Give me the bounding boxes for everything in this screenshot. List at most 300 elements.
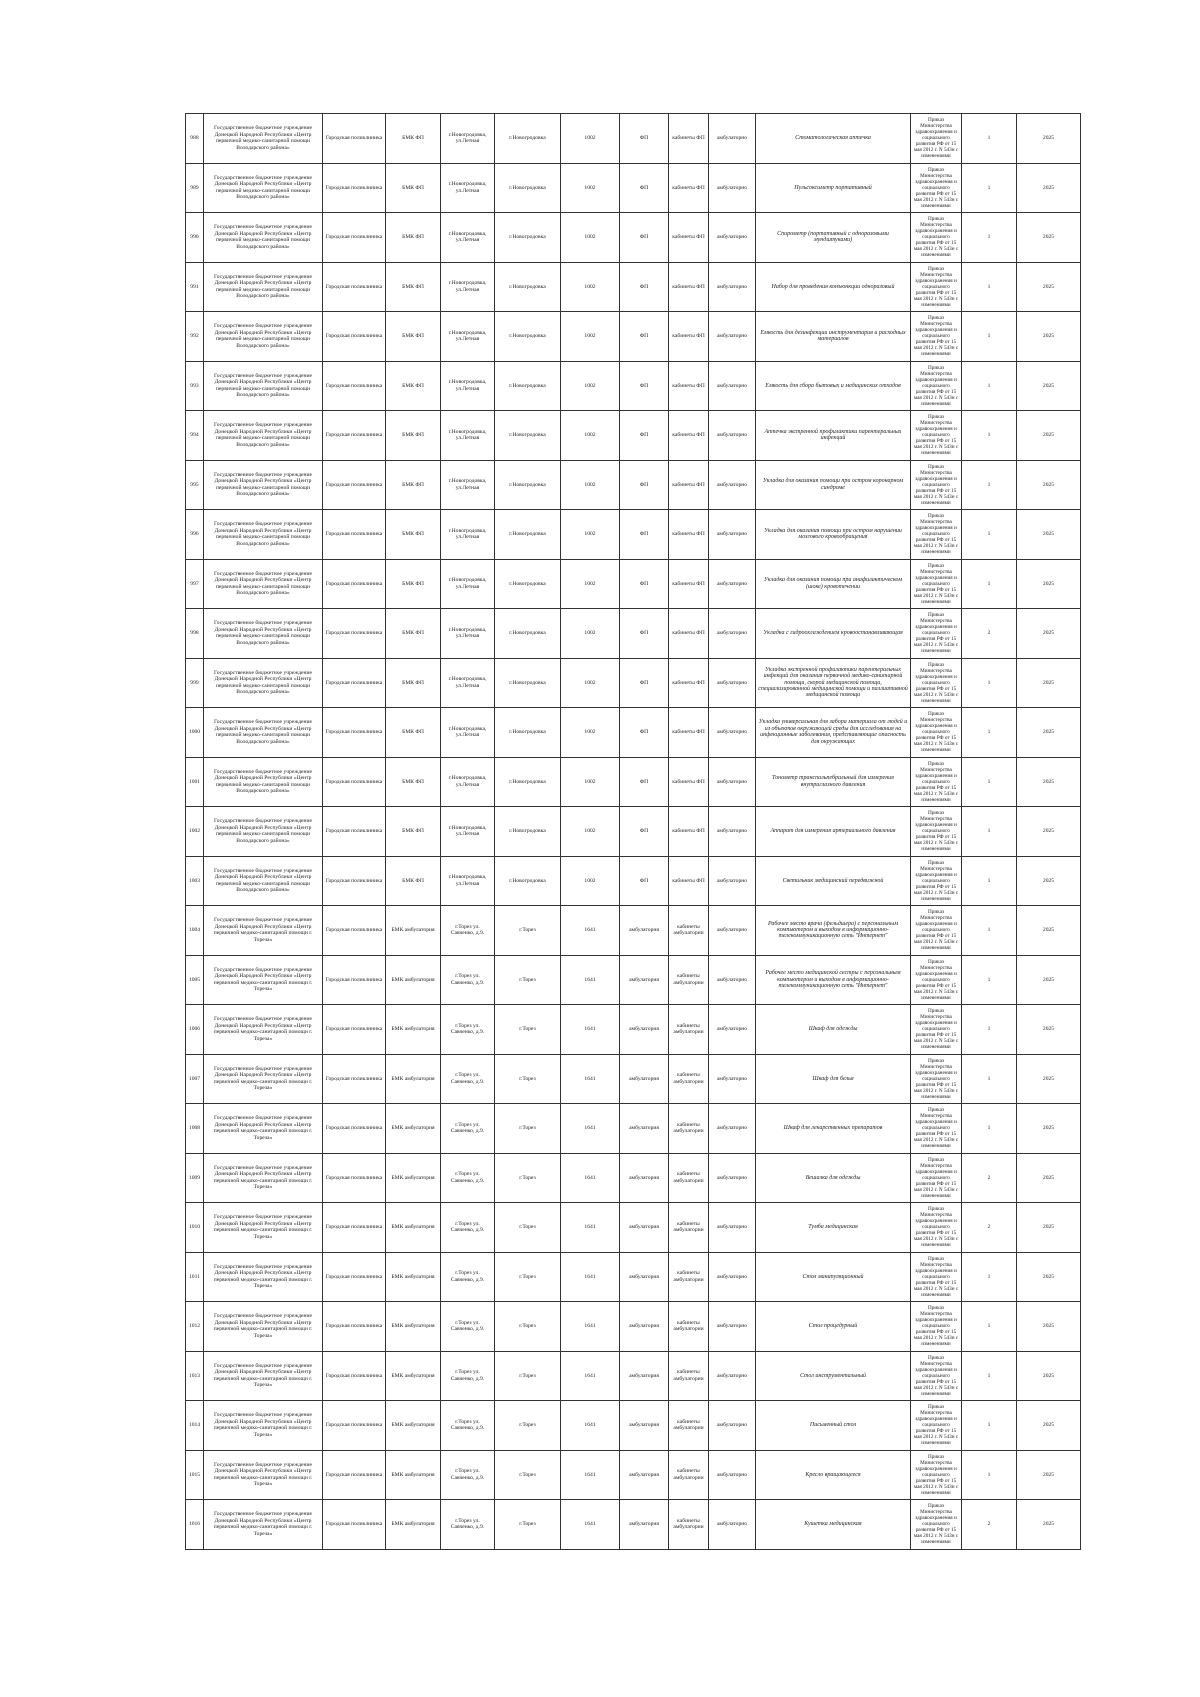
care-type-cell: амбулаторно (709, 906, 756, 956)
unit-cell: БМК ФП (386, 163, 441, 213)
quantity-cell: 2 (962, 1500, 1017, 1550)
equipment-name-cell: Рабочее место медицинской сестры с персональным компьютером и выходом в информационно-телекоммуникационную сеть "Интернет" (756, 955, 911, 1005)
regulation-cell: Приказ Министерства здравоохранения и социального развития РФ от 15 мая 2012 г. N 543н с изменениями (911, 906, 962, 956)
organization-cell: Государственное бюджетное учреждение Донецкой Народной Республики «Центр первичной медико-санитарной помощи Володарского района» (204, 460, 323, 510)
facility-type-cell: Городская поликлиника (323, 906, 386, 956)
subdivision-cell: ФП (620, 609, 669, 659)
year-cell: 2025 (1017, 312, 1081, 362)
room-cell: кабинеты ФП (669, 460, 709, 510)
regulation-cell: Приказ Министерства здравоохранения и социального развития РФ от 15 мая 2012 г. N 543н с изменениями (911, 708, 962, 758)
unit-cell: БМК ФП (386, 609, 441, 659)
facility-type-cell: Городская поликлиника (323, 609, 386, 659)
subdivision-cell: ФП (620, 807, 669, 857)
year-cell: 2025 (1017, 955, 1081, 1005)
subdivision-cell: амбулатория (620, 1401, 669, 1451)
address-cell: г.Торез ул. Савченко, д.9. (441, 1054, 495, 1104)
address-cell: г.Новогродовка, ул.Летная (441, 807, 495, 857)
code-cell: 1002 (561, 460, 620, 510)
row-number-cell: 998 (186, 609, 204, 659)
table-row (186, 1450, 1081, 1500)
subdivision-cell: ФП (620, 559, 669, 609)
year-cell: 2025 (1017, 1401, 1081, 1451)
row-number-cell: 1000 (186, 708, 204, 758)
regulation-cell: Приказ Министерства здравоохранения и социального развития РФ от 15 мая 2012 г. N 543н с изменениями (911, 1401, 962, 1451)
table-row (186, 262, 1081, 312)
code-cell: 1641 (561, 1054, 620, 1104)
unit-cell: БМК амбулатория (386, 1302, 441, 1352)
unit-cell: БМК амбулатория (386, 1153, 441, 1203)
regulation-cell: Приказ Министерства здравоохранения и социального развития РФ от 15 мая 2012 г. N 543н с изменениями (911, 658, 962, 708)
year-cell: 2025 (1017, 213, 1081, 263)
table-row (186, 1054, 1081, 1104)
code-cell: 1002 (561, 510, 620, 560)
address-cell: г.Новогродовка, ул.Летная (441, 460, 495, 510)
regulation-cell: Приказ Министерства здравоохранения и социального развития РФ от 15 мая 2012 г. N 543н с изменениями (911, 312, 962, 362)
organization-cell: Государственное бюджетное учреждение Донецкой Народной Республики «Центр первичной медико-санитарной помощи г. Тореза» (204, 1302, 323, 1352)
facility-type-cell: Городская поликлиника (323, 559, 386, 609)
row-number-cell: 995 (186, 460, 204, 510)
unit-cell: БМК ФП (386, 312, 441, 362)
quantity-cell: 1 (962, 114, 1017, 164)
unit-cell: БМК амбулатория (386, 1252, 441, 1302)
organization-cell: Государственное бюджетное учреждение Донецкой Народной Республики «Центр первичной медико-санитарной помощи Володарского района» (204, 262, 323, 312)
organization-cell: Государственное бюджетное учреждение Донецкой Народной Республики «Центр первичной медико-санитарной помощи г. Тореза» (204, 1005, 323, 1055)
year-cell: 2025 (1017, 559, 1081, 609)
unit-cell: БМК ФП (386, 114, 441, 164)
care-type-cell: амбулаторно (709, 609, 756, 659)
facility-type-cell: Городская поликлиника (323, 213, 386, 263)
organization-cell: Государственное бюджетное учреждение Донецкой Народной Республики «Центр первичной медико-санитарной помощи г. Тореза» (204, 1450, 323, 1500)
table-row (186, 757, 1081, 807)
organization-cell: Государственное бюджетное учреждение Донецкой Народной Республики «Центр первичной медико-санитарной помощи г. Тореза» (204, 1203, 323, 1253)
subdivision-cell: амбулатория (620, 1302, 669, 1352)
equipment-name-cell: Укладка универсальная для забора материала от людей и из объектов окружающей среды для исследования на инфекционные заболевания, представляющие опасность для окружающих (756, 708, 911, 758)
room-cell: кабинеты амбулатории (669, 1450, 709, 1500)
facility-type-cell: Городская поликлиника (323, 460, 386, 510)
city-cell: г.Торез (495, 1153, 561, 1203)
quantity-cell: 1 (962, 1450, 1017, 1500)
city-cell: г.Торез (495, 1450, 561, 1500)
care-type-cell: амбулаторно (709, 262, 756, 312)
year-cell: 2025 (1017, 1054, 1081, 1104)
row-number-cell: 1012 (186, 1302, 204, 1352)
care-type-cell: амбулаторно (709, 1252, 756, 1302)
organization-cell: Государственное бюджетное учреждение Донецкой Народной Республики «Центр первичной медико-санитарной помощи Володарского района» (204, 213, 323, 263)
regulation-cell: Приказ Министерства здравоохранения и социального развития РФ от 15 мая 2012 г. N 543н с изменениями (911, 163, 962, 213)
row-number-cell: 1010 (186, 1203, 204, 1253)
regulation-cell: Приказ Министерства здравоохранения и социального развития РФ от 15 мая 2012 г. N 543н с изменениями (911, 213, 962, 263)
subdivision-cell: ФП (620, 510, 669, 560)
regulation-cell: Приказ Министерства здравоохранения и социального развития РФ от 15 мая 2012 г. N 543н с изменениями (911, 460, 962, 510)
regulation-cell: Приказ Министерства здравоохранения и социального развития РФ от 15 мая 2012 г. N 543н с изменениями (911, 559, 962, 609)
equipment-name-cell: Шкаф для белья (756, 1054, 911, 1104)
regulation-cell: Приказ Министерства здравоохранения и социального развития РФ от 15 мая 2012 г. N 543н с изменениями (911, 955, 962, 1005)
organization-cell: Государственное бюджетное учреждение Донецкой Народной Республики «Центр первичной медико-санитарной помощи г. Тореза» (204, 1054, 323, 1104)
facility-type-cell: Городская поликлиника (323, 411, 386, 461)
equipment-name-cell: Аптечка экстренной профилактики парентеральных инфекций (756, 411, 911, 461)
city-cell: г.Торез (495, 955, 561, 1005)
code-cell: 1002 (561, 757, 620, 807)
table-row (186, 955, 1081, 1005)
quantity-cell: 1 (962, 906, 1017, 956)
regulation-cell: Приказ Министерства здравоохранения и социального развития РФ от 15 мая 2012 г. N 543н с изменениями (911, 262, 962, 312)
care-type-cell: амбулаторно (709, 163, 756, 213)
unit-cell: БМК амбулатория (386, 955, 441, 1005)
address-cell: г.Новогродовка, ул.Летная (441, 361, 495, 411)
room-cell: кабинеты ФП (669, 213, 709, 263)
quantity-cell: 1 (962, 856, 1017, 906)
organization-cell: Государственное бюджетное учреждение Донецкой Народной Республики «Центр первичной медико-санитарной помощи г. Тореза» (204, 1351, 323, 1401)
row-number-cell: 1009 (186, 1153, 204, 1203)
code-cell: 1641 (561, 1401, 620, 1451)
quantity-cell: 1 (962, 807, 1017, 857)
care-type-cell: амбулаторно (709, 807, 756, 857)
organization-cell: Государственное бюджетное учреждение Донецкой Народной Республики «Центр первичной медико-санитарной помощи г. Тореза» (204, 1401, 323, 1451)
unit-cell: БМК ФП (386, 856, 441, 906)
year-cell: 2025 (1017, 114, 1081, 164)
facility-type-cell: Городская поликлиника (323, 955, 386, 1005)
subdivision-cell: ФП (620, 411, 669, 461)
room-cell: кабинеты ФП (669, 559, 709, 609)
unit-cell: БМК ФП (386, 757, 441, 807)
code-cell: 1002 (561, 312, 620, 362)
care-type-cell: амбулаторно (709, 1153, 756, 1203)
organization-cell: Государственное бюджетное учреждение Донецкой Народной Республики «Центр первичной медико-санитарной помощи Володарского района» (204, 510, 323, 560)
year-cell: 2025 (1017, 361, 1081, 411)
city-cell: г.Новогродовка (495, 213, 561, 263)
equipment-name-cell: Аппарат для измерения артериального давления (756, 807, 911, 857)
unit-cell: БМК ФП (386, 460, 441, 510)
facility-type-cell: Городская поликлиника (323, 1104, 386, 1154)
row-number-cell: 996 (186, 510, 204, 560)
care-type-cell: амбулаторно (709, 757, 756, 807)
subdivision-cell: амбулатория (620, 1005, 669, 1055)
row-number-cell: 1003 (186, 856, 204, 906)
equipment-name-cell: Стол инструментальный (756, 1351, 911, 1401)
table-row (186, 114, 1081, 164)
care-type-cell: амбулаторно (709, 510, 756, 560)
table-row (186, 213, 1081, 263)
organization-cell: Государственное бюджетное учреждение Донецкой Народной Республики «Центр первичной медико-санитарной помощи Володарского района» (204, 312, 323, 362)
organization-cell: Государственное бюджетное учреждение Донецкой Народной Республики «Центр первичной медико-санитарной помощи г. Тореза» (204, 1153, 323, 1203)
row-number-cell: 1006 (186, 1005, 204, 1055)
city-cell: г.Торез (495, 1500, 561, 1550)
equipment-name-cell: Рабочее место врача (фельдшера) с персональным компьютером и выходом в информационно-телекоммуникационную сеть "Интернет" (756, 906, 911, 956)
row-number-cell: 1001 (186, 757, 204, 807)
room-cell: кабинеты амбулатории (669, 1104, 709, 1154)
address-cell: г.Торез ул. Савченко, д.9. (441, 906, 495, 956)
organization-cell: Государственное бюджетное учреждение Донецкой Народной Республики «Центр первичной медико-санитарной помощи г. Тореза» (204, 1104, 323, 1154)
room-cell: кабинеты ФП (669, 312, 709, 362)
unit-cell: БМК амбулатория (386, 1351, 441, 1401)
care-type-cell: амбулаторно (709, 1401, 756, 1451)
care-type-cell: амбулаторно (709, 1104, 756, 1154)
regulation-cell: Приказ Министерства здравоохранения и социального развития РФ от 15 мая 2012 г. N 543н с изменениями (911, 361, 962, 411)
year-cell: 2025 (1017, 906, 1081, 956)
row-number-cell: 1011 (186, 1252, 204, 1302)
room-cell: кабинеты амбулатории (669, 1054, 709, 1104)
regulation-cell: Приказ Министерства здравоохранения и социального развития РФ от 15 мая 2012 г. N 543н с изменениями (911, 510, 962, 560)
city-cell: г.Торез (495, 1054, 561, 1104)
table-row (186, 1401, 1081, 1451)
room-cell: кабинеты амбулатории (669, 1252, 709, 1302)
year-cell: 2025 (1017, 1104, 1081, 1154)
regulation-cell: Приказ Министерства здравоохранения и социального развития РФ от 15 мая 2012 г. N 543н с изменениями (911, 856, 962, 906)
equipment-name-cell: Шкаф для одежды (756, 1005, 911, 1055)
subdivision-cell: ФП (620, 361, 669, 411)
room-cell: кабинеты ФП (669, 807, 709, 857)
row-number-cell: 1016 (186, 1500, 204, 1550)
city-cell: г.Новогродовка (495, 609, 561, 659)
code-cell: 1002 (561, 856, 620, 906)
organization-cell: Государственное бюджетное учреждение Донецкой Народной Республики «Центр первичной медико-санитарной помощи Володарского района» (204, 807, 323, 857)
city-cell: г.Торез (495, 1401, 561, 1451)
unit-cell: БМК амбулатория (386, 1401, 441, 1451)
table-row (186, 163, 1081, 213)
city-cell: г.Новогродовка (495, 262, 561, 312)
city-cell: г.Торез (495, 906, 561, 956)
subdivision-cell: амбулатория (620, 1351, 669, 1401)
unit-cell: БМК ФП (386, 559, 441, 609)
room-cell: кабинеты амбулатории (669, 1401, 709, 1451)
equipment-name-cell: Кушетка медицинская (756, 1500, 911, 1550)
subdivision-cell: ФП (620, 163, 669, 213)
subdivision-cell: ФП (620, 708, 669, 758)
unit-cell: БМК амбулатория (386, 1203, 441, 1253)
city-cell: г.Новогродовка (495, 312, 561, 362)
quantity-cell: 2 (962, 1153, 1017, 1203)
address-cell: г.Новогродовка, ул.Летная (441, 411, 495, 461)
city-cell: г.Новогродовка (495, 510, 561, 560)
city-cell: г.Торез (495, 1351, 561, 1401)
care-type-cell: амбулаторно (709, 856, 756, 906)
address-cell: г.Торез ул. Савченко, д.9. (441, 1500, 495, 1550)
code-cell: 1641 (561, 1153, 620, 1203)
subdivision-cell: амбулатория (620, 1203, 669, 1253)
equipment-name-cell: Укладка для оказания помощи при анафилактическом (шоке) кровотечении (756, 559, 911, 609)
room-cell: кабинеты амбулатории (669, 1203, 709, 1253)
address-cell: г.Новогродовка, ул.Летная (441, 708, 495, 758)
table-row (186, 609, 1081, 659)
year-cell: 2025 (1017, 460, 1081, 510)
code-cell: 1641 (561, 955, 620, 1005)
facility-type-cell: Городская поликлиника (323, 1054, 386, 1104)
organization-cell: Государственное бюджетное учреждение Донецкой Народной Республики «Центр первичной медико-санитарной помощи Володарского района» (204, 658, 323, 708)
table-row (186, 1500, 1081, 1550)
regulation-cell: Приказ Министерства здравоохранения и социального развития РФ от 15 мая 2012 г. N 543н с изменениями (911, 1054, 962, 1104)
subdivision-cell: амбулатория (620, 955, 669, 1005)
care-type-cell: амбулаторно (709, 411, 756, 461)
row-number-cell: 1007 (186, 1054, 204, 1104)
organization-cell: Государственное бюджетное учреждение Донецкой Народной Республики «Центр первичной медико-санитарной помощи г. Тореза» (204, 906, 323, 956)
subdivision-cell: ФП (620, 856, 669, 906)
row-number-cell: 1008 (186, 1104, 204, 1154)
code-cell: 1641 (561, 1005, 620, 1055)
address-cell: г.Торез ул. Савченко, д.9. (441, 1104, 495, 1154)
code-cell: 1641 (561, 1302, 620, 1352)
address-cell: г.Торез ул. Савченко, д.9. (441, 1153, 495, 1203)
unit-cell: БМК амбулатория (386, 906, 441, 956)
equipment-name-cell: Спирометр (портативный с одноразовыми мундштуками) (756, 213, 911, 263)
organization-cell: Государственное бюджетное учреждение Донецкой Народной Республики «Центр первичной медико-санитарной помощи Володарского района» (204, 609, 323, 659)
care-type-cell: амбулаторно (709, 1054, 756, 1104)
city-cell: г.Новогродовка (495, 361, 561, 411)
quantity-cell: 1 (962, 1302, 1017, 1352)
care-type-cell: амбулаторно (709, 1500, 756, 1550)
care-type-cell: амбулаторно (709, 1302, 756, 1352)
organization-cell: Государственное бюджетное учреждение Донецкой Народной Республики «Центр первичной медико-санитарной помощи Володарского района» (204, 411, 323, 461)
unit-cell: БМК ФП (386, 708, 441, 758)
equipment-name-cell: Стол манипуляционный (756, 1252, 911, 1302)
table-row (186, 1153, 1081, 1203)
code-cell: 1002 (561, 708, 620, 758)
facility-type-cell: Городская поликлиника (323, 1153, 386, 1203)
city-cell: г.Торез (495, 1203, 561, 1253)
city-cell: г.Новогродовка (495, 856, 561, 906)
organization-cell: Государственное бюджетное учреждение Донецкой Народной Республики «Центр первичной медико-санитарной помощи Володарского района» (204, 114, 323, 164)
city-cell: г.Торез (495, 1252, 561, 1302)
regulation-cell: Приказ Министерства здравоохранения и социального развития РФ от 15 мая 2012 г. N 543н с изменениями (911, 1302, 962, 1352)
year-cell: 2025 (1017, 1203, 1081, 1253)
facility-type-cell: Городская поликлиника (323, 163, 386, 213)
care-type-cell: амбулаторно (709, 559, 756, 609)
care-type-cell: амбулаторно (709, 1005, 756, 1055)
year-cell: 2025 (1017, 1500, 1081, 1550)
regulation-cell: Приказ Министерства здравоохранения и социального развития РФ от 15 мая 2012 г. N 543н с изменениями (911, 1203, 962, 1253)
row-number-cell: 1014 (186, 1401, 204, 1451)
quantity-cell: 1 (962, 510, 1017, 560)
care-type-cell: амбулаторно (709, 460, 756, 510)
unit-cell: БМК ФП (386, 807, 441, 857)
table-row (186, 559, 1081, 609)
facility-type-cell: Городская поликлиника (323, 1500, 386, 1550)
equipment-name-cell: Набор для проведения конъюнкции одноразовый (756, 262, 911, 312)
organization-cell: Государственное бюджетное учреждение Донецкой Народной Республики «Центр первичной медико-санитарной помощи Володарского района» (204, 361, 323, 411)
year-cell: 2025 (1017, 1252, 1081, 1302)
quantity-cell: 1 (962, 312, 1017, 362)
unit-cell: БМК ФП (386, 213, 441, 263)
city-cell: г.Новогродовка (495, 658, 561, 708)
address-cell: г.Торез ул. Савченко, д.9. (441, 1005, 495, 1055)
address-cell: г.Торез ул. Савченко, д.9. (441, 1252, 495, 1302)
code-cell: 1002 (561, 163, 620, 213)
table-row (186, 1005, 1081, 1055)
regulation-cell: Приказ Министерства здравоохранения и социального развития РФ от 15 мая 2012 г. N 543н с изменениями (911, 1252, 962, 1302)
code-cell: 1002 (561, 658, 620, 708)
regulation-cell: Приказ Министерства здравоохранения и социального развития РФ от 15 мая 2012 г. N 543н с изменениями (911, 609, 962, 659)
table-row (186, 708, 1081, 758)
city-cell: г.Новогродовка (495, 163, 561, 213)
city-cell: г.Новогродовка (495, 559, 561, 609)
care-type-cell: амбулаторно (709, 361, 756, 411)
equipment-name-cell: Емкость для дезинфекции инструментария и расходных материалов (756, 312, 911, 362)
subdivision-cell: ФП (620, 262, 669, 312)
facility-type-cell: Городская поликлиника (323, 312, 386, 362)
row-number-cell: 989 (186, 163, 204, 213)
year-cell: 2025 (1017, 807, 1081, 857)
organization-cell: Государственное бюджетное учреждение Донецкой Народной Республики «Центр первичной медико-санитарной помощи Володарского района» (204, 163, 323, 213)
subdivision-cell: амбулатория (620, 1500, 669, 1550)
room-cell: кабинеты ФП (669, 856, 709, 906)
subdivision-cell: амбулатория (620, 1153, 669, 1203)
code-cell: 1002 (561, 262, 620, 312)
subdivision-cell: ФП (620, 757, 669, 807)
quantity-cell: 2 (962, 1203, 1017, 1253)
equipment-name-cell: Укладка для оказания помощи при остром коронарном синдроме (756, 460, 911, 510)
code-cell: 1002 (561, 807, 620, 857)
equipment-name-cell: Пульсоксиметр портативный (756, 163, 911, 213)
quantity-cell: 1 (962, 1252, 1017, 1302)
subdivision-cell: амбулатория (620, 1252, 669, 1302)
unit-cell: БМК амбулатория (386, 1104, 441, 1154)
quantity-cell: 1 (962, 361, 1017, 411)
address-cell: г.Торез ул. Савченко, д.9. (441, 1401, 495, 1451)
table-row (186, 807, 1081, 857)
year-cell: 2025 (1017, 658, 1081, 708)
equipment-name-cell: Тонометр транспальпебральный для измерения внутриглазного давления (756, 757, 911, 807)
facility-type-cell: Городская поликлиника (323, 1302, 386, 1352)
city-cell: г.Новогродовка (495, 411, 561, 461)
city-cell: г.Новогродовка (495, 807, 561, 857)
room-cell: кабинеты ФП (669, 510, 709, 560)
quantity-cell: 1 (962, 757, 1017, 807)
regulation-cell: Приказ Министерства здравоохранения и социального развития РФ от 15 мая 2012 г. N 543н с изменениями (911, 1153, 962, 1203)
table-row (186, 1104, 1081, 1154)
subdivision-cell: ФП (620, 114, 669, 164)
table-row (186, 1351, 1081, 1401)
room-cell: кабинеты ФП (669, 411, 709, 461)
table-row (186, 510, 1081, 560)
room-cell: кабинеты амбулатории (669, 1302, 709, 1352)
address-cell: г.Новогродовка, ул.Летная (441, 213, 495, 263)
subdivision-cell: ФП (620, 460, 669, 510)
care-type-cell: амбулаторно (709, 658, 756, 708)
quantity-cell: 1 (962, 262, 1017, 312)
quantity-cell: 1 (962, 1351, 1017, 1401)
code-cell: 1002 (561, 361, 620, 411)
quantity-cell: 1 (962, 708, 1017, 758)
room-cell: кабинеты ФП (669, 361, 709, 411)
address-cell: г.Торез ул. Савченко, д.9. (441, 1450, 495, 1500)
table-row (186, 411, 1081, 461)
subdivision-cell: амбулатория (620, 906, 669, 956)
row-number-cell: 993 (186, 361, 204, 411)
unit-cell: БМК амбулатория (386, 1500, 441, 1550)
facility-type-cell: Городская поликлиника (323, 856, 386, 906)
code-cell: 1641 (561, 1500, 620, 1550)
facility-type-cell: Городская поликлиника (323, 1401, 386, 1451)
quantity-cell: 1 (962, 955, 1017, 1005)
organization-cell: Государственное бюджетное учреждение Донецкой Народной Республики «Центр первичной медико-санитарной помощи Володарского района» (204, 757, 323, 807)
equipment-name-cell: Укладка экстренной профилактики парентеральных инфекций для оказания первичной медико-санитарной помощи, скорой медицинской помощи, специализированной медицинской помощи и паллиативной медицинской помощи (756, 658, 911, 708)
year-cell: 2025 (1017, 757, 1081, 807)
row-number-cell: 1005 (186, 955, 204, 1005)
unit-cell: БМК ФП (386, 262, 441, 312)
equipment-table (185, 113, 1081, 1550)
equipment-name-cell: Укладка для оказания помощи при остром нарушении мозгового кровообращения (756, 510, 911, 560)
room-cell: кабинеты ФП (669, 757, 709, 807)
table-row (186, 856, 1081, 906)
table-row (186, 906, 1081, 956)
row-number-cell: 999 (186, 658, 204, 708)
care-type-cell: амбулаторно (709, 1203, 756, 1253)
equipment-name-cell: Стоматологическая аптечка (756, 114, 911, 164)
row-number-cell: 990 (186, 213, 204, 263)
code-cell: 1641 (561, 906, 620, 956)
city-cell: г.Торез (495, 1005, 561, 1055)
code-cell: 1641 (561, 1450, 620, 1500)
address-cell: г.Новогродовка, ул.Летная (441, 609, 495, 659)
